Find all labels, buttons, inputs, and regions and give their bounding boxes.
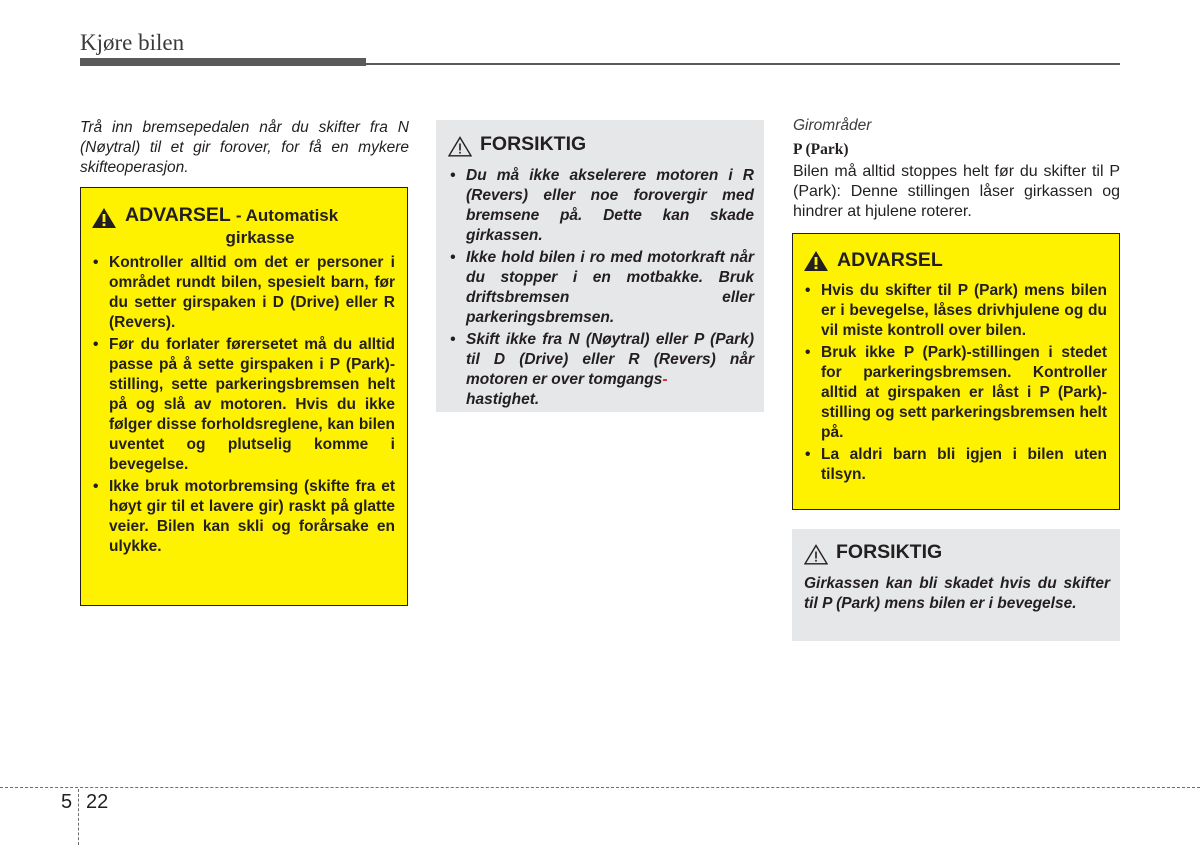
caution-title xyxy=(804,541,1110,570)
caution-list xyxy=(448,166,754,410)
caution-text: Girkassen kan bli skadet hvis du skifter til P (Park) mens bilen er i bevegelse. xyxy=(804,575,1110,612)
header-rule-thick xyxy=(80,58,366,66)
list-item-text-end: hastighet. xyxy=(466,391,540,408)
list-item: • Ikke hold bilen i ro med motorkraft når du stopper i en motbakke. Bruk driftsbremsen eller parkeringsbremsen. xyxy=(448,248,754,328)
warning-title xyxy=(91,204,395,249)
section-heading: Girområder xyxy=(793,117,872,134)
warning-triangle-icon xyxy=(803,250,829,277)
list-item: • Du må ikke akselerere motoren i R (Revers) eller noe forovergir med bremsene på. Dette kan skade girkassen. xyxy=(448,166,754,246)
warning-triangle-icon xyxy=(91,207,117,234)
list-item: • Ikke bruk motorbremsing (skifte fra et høyt gir til et lavere gir) raskt på glatte veier. Bilen kan skli og forårsake en ulykke. xyxy=(91,477,395,557)
warning-box-automatic-transmission xyxy=(80,187,408,606)
caution-box-transmission xyxy=(436,120,764,412)
section-subheading: P (Park) xyxy=(793,141,849,158)
warning-title-label: ADVARSEL xyxy=(125,204,231,226)
page-number: 22 xyxy=(86,791,109,813)
caution-title-label: FORSIKTIG xyxy=(480,133,587,155)
caution-title-label: FORSIKTIG xyxy=(836,541,943,563)
page-header-title: Kjøre bilen xyxy=(80,30,185,55)
list-item: • Kontroller alltid om det er personer i området rundt bilen, spesielt barn, før du setter girspaken i D (Drive) eller R (Revers). xyxy=(91,253,395,333)
chapter-number: 5 xyxy=(61,791,73,813)
footer-vertical-dashed-line xyxy=(78,789,79,845)
header-rule-thin xyxy=(366,63,1120,65)
list-item xyxy=(448,330,754,410)
list-item: • Bruk ikke P (Park)-stillingen i stedet for parkeringsbremsen. Kontroller alltid at girspaken er låst i P (Park)-stilling og sett parkeringsbremsen helt på. xyxy=(803,343,1107,443)
list-item: • Hvis du skifter til P (Park) mens bilen er i bevegelse, låses drivhjulene og du vil miste kontroll over bilen. xyxy=(803,281,1107,341)
footer-dashed-line xyxy=(0,787,1200,788)
warning-list xyxy=(91,253,395,557)
hyphenation-mark: - xyxy=(662,371,668,388)
caution-triangle-icon xyxy=(804,544,828,570)
intro-paragraph: Trå inn bremsepedalen når du skifter fra N (Nøytral) til et gir forover, for få en mykere skifteoperasjon. xyxy=(80,119,409,176)
warning-title-suffix: - Automatisk xyxy=(235,206,339,225)
warning-title-label: ADVARSEL xyxy=(837,249,943,271)
warning-list xyxy=(803,281,1107,485)
warning-box-park xyxy=(792,233,1120,510)
list-item: • Før du forlater førersetet må du alltid passe på å sette girspaken i P (Park)-stilling, sette parkeringsbremsen helt på og slå av motoren. Hvis du ikke følger disse forholdsreglene, kan bilen uventet og plutselig komme i bevegelse. xyxy=(91,335,395,475)
list-item-text: Skift ikke fra N (Nøytral) eller P (Park) til D (Drive) eller R (Revers) når motoren er over tomgangs xyxy=(466,331,754,388)
caution-box-park xyxy=(792,529,1120,641)
warning-title xyxy=(803,249,1107,277)
caution-title xyxy=(448,133,754,162)
caution-triangle-icon xyxy=(448,136,472,162)
section-paragraph: Bilen må alltid stoppes helt før du skifter til P (Park): Denne stillingen låser girkassen og hindrer at hjulene roterer. xyxy=(793,163,1120,220)
warning-title-second-line: girkasse xyxy=(225,228,295,247)
list-item: • La aldri barn bli igjen i bilen uten tilsyn. xyxy=(803,445,1107,485)
